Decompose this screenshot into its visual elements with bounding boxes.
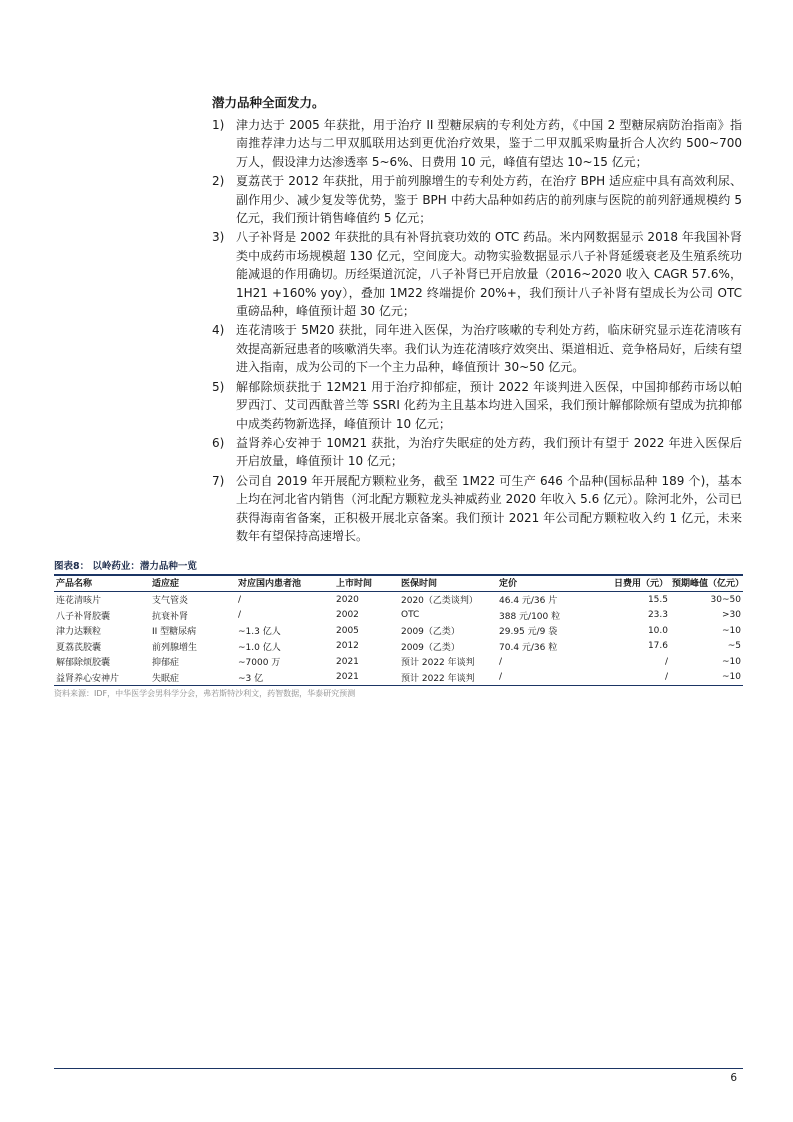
list-number: 3) bbox=[212, 230, 225, 245]
cell-patients: / bbox=[238, 594, 242, 605]
list-text: 八子补肾是 2002 年获批的具有补肾抗衰功效的 OTC 药品。米内网数据显示 2018 年我国补肾类中成药市场规模超 130 亿元，空间庞大。动物实验数据显示八子补肾延缓衰老及生殖系统功能减退的作用确切。历经渠道沉淀，八子补肾已开启放量（2016~2020 收入 CAGR 57.6%，1H21 +160% yoy），叠加 1M22 终端提价 20%+，我们预计八子补肾有望成长为公司 OTC 重磅品种，峰值预计超 30 亿元； bbox=[236, 230, 742, 319]
cell-price: 388 元/100 粒 bbox=[499, 611, 561, 622]
cell-patients: ~1.3 亿人 bbox=[238, 627, 281, 638]
cell-peak: 30~50 bbox=[710, 594, 741, 605]
cell-insurance: 2009（乙类） bbox=[401, 627, 460, 638]
cell-product: 解郁除烦胶囊 bbox=[56, 658, 111, 669]
cell-product: 益肾养心安神片 bbox=[54, 670, 150, 686]
cell-patients: / bbox=[238, 610, 242, 621]
cell-indication: II 型糖尿病 bbox=[152, 627, 197, 638]
main-content bbox=[212, 94, 742, 546]
list-text: 连花清咳于 5M20 获批，同年进入医保，为治疗咳嗽的专利处方药，临床研究显示连花清咳有效提高新冠患者的咳嗽消失率。我们认为连花清咳疗效突出、渠道相近、竞争格局好，后续有望进入指南，成为公司的下一个主力品种，峰值预计 30~50 亿元。 bbox=[236, 323, 742, 375]
list-text: 公司自 2019 年开展配方颗粒业务，截至 1M22 可生产 646 个品种(国标品种 189 个)，基本上均在河北省内销售（河北配方颗粒龙头神威药业 2020 年收入 5.6 亿元）。除河北外，公司已获得海南省备案，正积极开展北京备案。我们预计 2021 年公司配方颗粒收入约 1 亿元，未来数年有望保持高速增长。 bbox=[236, 473, 742, 543]
list-number: 7) bbox=[212, 473, 225, 488]
cell-price: / bbox=[499, 656, 503, 667]
cell-indication: 前列腺增生 bbox=[152, 642, 198, 653]
cell-indication: 失眠症 bbox=[150, 670, 236, 686]
cell-daily-cost: 17.6 bbox=[647, 641, 668, 652]
cell-daily-cost: 10.0 bbox=[647, 625, 668, 636]
source-note: 资料来源：IDF，中华医学会男科学分会，弗若斯特沙利文，药智数据，华泰研究预测 bbox=[54, 689, 356, 698]
products-table bbox=[54, 574, 743, 686]
page-number: 6 bbox=[730, 1072, 737, 1084]
list-number: 1) bbox=[212, 118, 225, 132]
list-item bbox=[212, 228, 742, 320]
list-item bbox=[212, 172, 742, 227]
col-header: 对应国内患者池 bbox=[236, 574, 334, 592]
table-row bbox=[54, 654, 743, 670]
list-text: 夏荔芪于 2012 年获批，用于前列腺增生的专利处方药，在治疗 BPH 适应症中具有高效利尿、副作用少、减少复发等优势，鉴于 BPH 中药大品种如药店的前列康与医院的前列舒通规模约 5 亿元，我们预计销售峰值约 5 亿元； bbox=[236, 174, 742, 226]
list-number: 4) bbox=[212, 323, 225, 338]
cell-launch: 2021 bbox=[336, 656, 359, 667]
table-row bbox=[54, 670, 743, 686]
col-header: 适应症 bbox=[150, 574, 236, 592]
cell-patients: ~1.0 亿人 bbox=[238, 642, 281, 653]
cell-daily-cost: / bbox=[600, 670, 670, 686]
list-item bbox=[212, 434, 742, 471]
cell-launch: 2002 bbox=[336, 610, 359, 621]
cell-product: 连花清咳片 bbox=[56, 596, 102, 607]
cell-peak: ~10 bbox=[670, 670, 743, 686]
cell-insurance: 预计 2022 年谈判 bbox=[401, 658, 475, 669]
list-text: 津力达于 2005 年获批，用于治疗 II 型糖尿病的专利处方药，《中国 2 型糖尿病防治指南》指南推荐津力达与二甲双胍联用达到更优治疗效果，鉴于二甲双胍采购量折合人次约 500~700 万人，假设津力达渗透率 5~6%、日费用 10 元，峰值有望达 10~15 亿元； bbox=[236, 118, 742, 169]
cell-launch: 2021 bbox=[334, 670, 399, 686]
cell-launch: 2005 bbox=[336, 625, 359, 636]
cell-indication: 抑郁症 bbox=[152, 658, 180, 669]
cell-peak: ~5 bbox=[727, 641, 741, 652]
table-row bbox=[54, 592, 743, 608]
cell-insurance: 2009（乙类） bbox=[401, 642, 460, 653]
col-header: 日费用（元） bbox=[600, 574, 670, 592]
cell-price: 70.4 元/36 粒 bbox=[499, 642, 558, 653]
list-item bbox=[212, 116, 742, 171]
cell-peak: >30 bbox=[722, 610, 741, 621]
col-header: 医保时间 bbox=[399, 574, 497, 592]
cell-peak: ~10 bbox=[722, 625, 741, 636]
col-header: 预期峰值（亿元） bbox=[670, 574, 743, 592]
cell-insurance: OTC bbox=[401, 610, 420, 621]
list-text: 益肾养心安神于 10M21 获批，为治疗失眠症的处方药，我们预计有望于 2022 年进入医保后开启放量，峰值预计 10 亿元； bbox=[236, 435, 742, 469]
cell-insurance: 预计 2022 年谈判 bbox=[399, 670, 497, 686]
cell-peak: ~10 bbox=[722, 656, 741, 667]
list-item bbox=[212, 472, 742, 546]
cell-daily-cost: 23.3 bbox=[647, 610, 668, 621]
figure-title: 图表8： 以岭药业：潜力品种一览 bbox=[54, 558, 743, 576]
cell-patients: ~7000 万 bbox=[238, 658, 281, 669]
list-number: 6) bbox=[212, 435, 225, 450]
cell-daily-cost: / bbox=[664, 656, 668, 667]
table-header-row bbox=[54, 574, 743, 592]
cell-price: 46.4 元/36 片 bbox=[499, 596, 558, 607]
col-header: 产品名称 bbox=[54, 574, 150, 592]
cell-indication: 支气管炎 bbox=[152, 596, 189, 607]
cell-insurance: 2020（乙类谈判） bbox=[401, 596, 478, 607]
cell-product: 夏荔芪胶囊 bbox=[56, 642, 102, 653]
cell-price: 29.95 元/9 袋 bbox=[499, 627, 558, 638]
product-list bbox=[212, 116, 742, 545]
list-item bbox=[212, 321, 742, 376]
list-number: 5) bbox=[212, 379, 225, 394]
footer-divider bbox=[54, 1068, 743, 1069]
cell-price: / bbox=[497, 670, 600, 686]
cell-product: 津力达颗粒 bbox=[56, 627, 102, 638]
cell-product: 八子补肾胶囊 bbox=[56, 611, 111, 622]
cell-indication: 抗衰补肾 bbox=[152, 611, 189, 622]
list-number: 2) bbox=[212, 174, 225, 189]
section-heading: 潜力品种全面发力。 bbox=[212, 95, 325, 110]
table-row bbox=[54, 623, 743, 639]
cell-launch: 2012 bbox=[336, 641, 359, 652]
cell-launch: 2020 bbox=[336, 594, 359, 605]
col-header: 上市时间 bbox=[334, 574, 399, 592]
table-row bbox=[54, 608, 743, 624]
cell-patients: ~3 亿 bbox=[236, 670, 334, 686]
list-text: 解郁除烦获批于 12M21 用于治疗抑郁症，预计 2022 年谈判进入医保，中国抑郁药市场以帕罗西汀、艾司西酞普兰等 SSRI 化药为主且基本均进入国采，我们预计解郁除烦有望成为抗抑郁中成类药物新选择，峰值预计 10 亿元； bbox=[236, 379, 742, 431]
cell-daily-cost: 15.5 bbox=[647, 594, 668, 605]
table-row bbox=[54, 639, 743, 655]
list-item bbox=[212, 378, 742, 433]
col-header: 定价 bbox=[497, 574, 600, 592]
